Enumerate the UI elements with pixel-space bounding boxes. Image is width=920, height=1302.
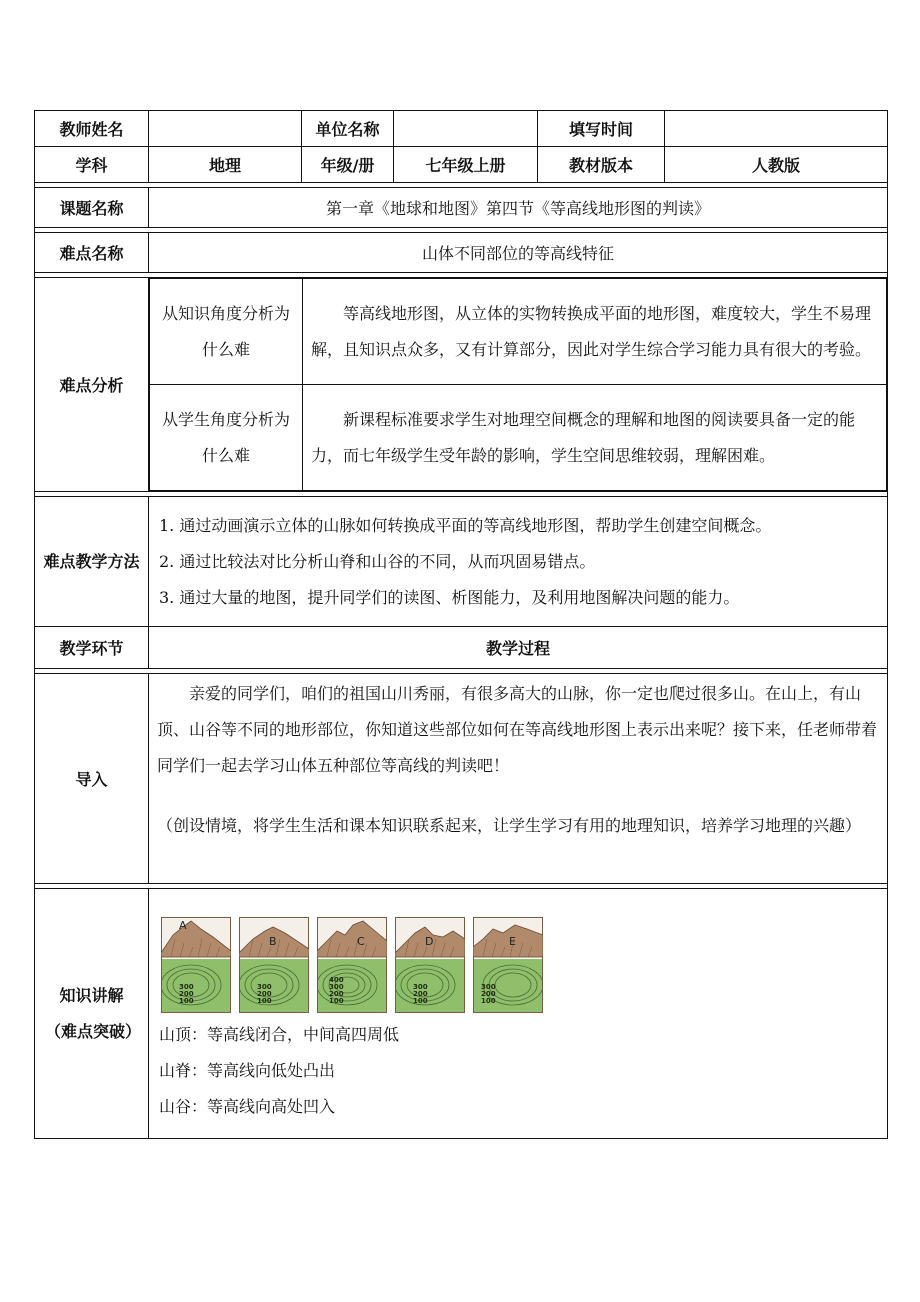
topic-value: 第一章《地球和地图》第四节《等高线地形图的判读》 — [149, 188, 888, 228]
figure-letter: B — [269, 935, 277, 948]
figure-letter: C — [357, 935, 365, 948]
methods-label: 难点教学方法 — [35, 497, 149, 627]
contour-label: 400 — [329, 976, 344, 984]
figure-letter: D — [425, 935, 434, 948]
methods-row — [35, 497, 888, 627]
method-item: 3. 通过大量的地图，提升同学们的读图、析图能力，及利用地图解决问题的能力。 — [159, 587, 740, 607]
grade-value: 七年级上册 — [394, 147, 538, 183]
contour-label: 300 — [257, 983, 272, 991]
contour-label: 300 — [481, 983, 496, 991]
header-row-1 — [35, 111, 888, 147]
difficulty-label: 难点名称 — [35, 233, 149, 273]
edition-label: 教材版本 — [538, 147, 665, 183]
knowledge-angle-text: 等高线地形图，从立体的实物转换成平面的地形图，难度较大，学生不易理解，且知识点众多，又有计算部分，因此对学生综合学习能力具有很大的考验。 — [303, 279, 887, 385]
contour-label: 300 — [329, 983, 344, 991]
topic-label: 课题名称 — [35, 188, 149, 228]
contour-label: 200 — [481, 990, 496, 998]
terrain-illustration — [161, 917, 231, 1013]
date-label: 填写时间 — [538, 111, 665, 147]
contour-label: 100 — [329, 997, 344, 1005]
process-header-row — [35, 627, 888, 669]
analysis-subtable — [149, 278, 887, 491]
contour-label: 100 — [179, 997, 194, 1005]
difficulty-row — [35, 233, 888, 273]
peak-rule: 山顶：等高线闭合，中间高四周低 — [159, 1025, 400, 1044]
method-item: 1. 通过动画演示立体的山脉如何转换成平面的等高线地形图，帮助学生创建空间概念。 — [159, 515, 772, 535]
topic-row — [35, 188, 888, 228]
valley-rule: 山谷：等高线向高处凹入 — [159, 1097, 336, 1116]
terrain-figure-d — [395, 917, 465, 1013]
contour-label: 300 — [179, 983, 194, 991]
knowledge-angle-label: 从知识角度分析为什么难 — [150, 279, 303, 385]
stage-label: 教学环节 — [35, 627, 149, 669]
contour-label: 100 — [481, 997, 496, 1005]
header-row-2 — [35, 147, 888, 183]
teacher-name-label: 教师姓名 — [35, 111, 149, 147]
subject-label: 学科 — [35, 147, 149, 183]
knowledge-row — [35, 889, 888, 1139]
process-label: 教学过程 — [149, 627, 888, 669]
grade-label: 年级/册 — [302, 147, 394, 183]
unit-label: 单位名称 — [302, 111, 394, 147]
intro-row — [35, 674, 888, 884]
teacher-name-value[interactable] — [149, 111, 302, 147]
contour-label: 100 — [413, 997, 428, 1005]
methods-list — [149, 508, 887, 616]
intro-text: 亲爱的同学们，咱们的祖国山川秀丽，有很多高大的山脉，你一定也爬过很多山。在山上，有山顶、山谷等不同的地形部位，你知道这些部位如何在等高线地形图上表示出来呢？接下来，任老师带着同学们一起去学习山体五种部位等高线的判读吧！ — [157, 684, 878, 775]
terrain-illustration — [239, 917, 309, 1013]
terrain-figures — [149, 889, 887, 1013]
figure-letter: E — [509, 935, 516, 948]
terrain-illustration — [395, 917, 465, 1013]
subject-value: 地理 — [149, 147, 302, 183]
terrain-illustration — [473, 917, 543, 1013]
terrain-figure-c — [317, 917, 387, 1013]
analysis-row — [35, 278, 888, 492]
terrain-illustration — [317, 917, 387, 1013]
lesson-plan-table — [34, 110, 888, 1139]
difficulty-value: 山体不同部位的等高线特征 — [149, 233, 888, 273]
terrain-figure-a — [161, 917, 231, 1013]
edition-value: 人教版 — [665, 147, 888, 183]
date-value[interactable] — [665, 111, 888, 147]
terrain-figure-e — [473, 917, 543, 1013]
unit-value[interactable] — [394, 111, 538, 147]
terrain-figure-b — [239, 917, 309, 1013]
lesson-plan-page — [34, 110, 887, 1139]
intro-note: （创设情境，将学生生活和课本知识联系起来，让学生学习有用的地理知识，培养学习地理的兴趣） — [157, 816, 862, 835]
contour-label: 200 — [179, 990, 194, 998]
intro-label: 导入 — [35, 674, 149, 884]
contour-label: 200 — [329, 990, 344, 998]
figure-letter: A — [179, 919, 187, 932]
contour-map-area — [396, 959, 464, 1012]
contour-label: 200 — [413, 990, 428, 998]
analysis-label: 难点分析 — [35, 278, 149, 492]
contour-label: 200 — [257, 990, 272, 998]
student-angle-label: 从学生角度分析为什么难 — [150, 385, 303, 491]
contour-label: 100 — [257, 997, 272, 1005]
knowledge-label: 知识讲解（难点突破） — [35, 889, 149, 1139]
ridge-rule: 山脊：等高线向低处凸出 — [159, 1061, 336, 1080]
student-angle-text: 新课程标准要求学生对地理空间概念的理解和地图的阅读要具备一定的能力，而七年级学生受年龄的影响，学生空间思维较弱，理解困难。 — [303, 385, 887, 491]
contour-label: 300 — [413, 983, 428, 991]
method-item: 2. 通过比较法对比分析山脊和山谷的不同，从而巩固易错点。 — [159, 551, 596, 571]
contour-map-area — [162, 959, 230, 1012]
contour-map-area — [240, 959, 308, 1012]
